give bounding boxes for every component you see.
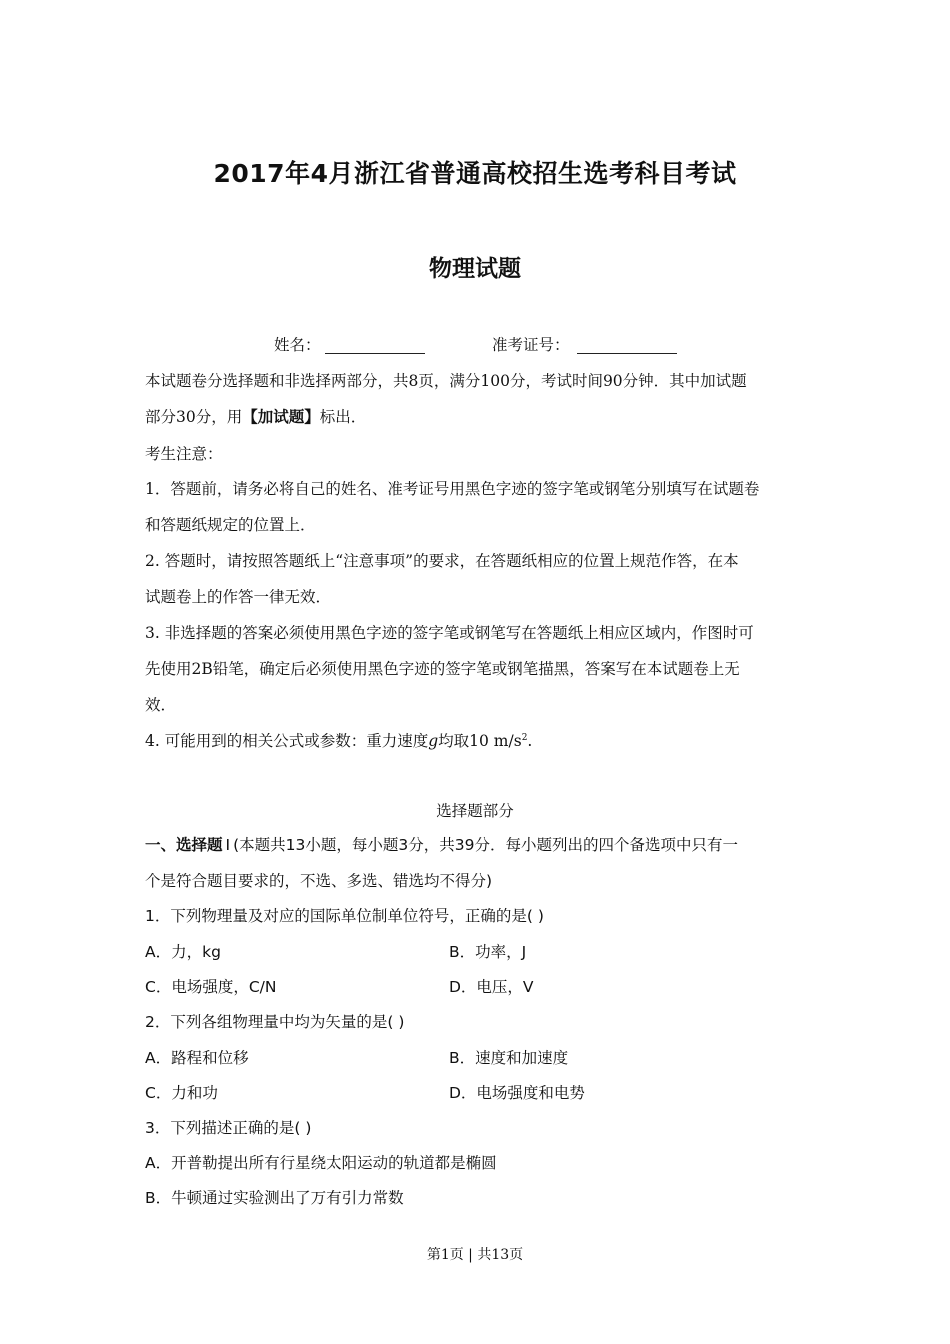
question-2-stem: 2．下列各组物理量中均为矢量的是( ) (145, 1013, 405, 1031)
notice-4-value: 均取10 m/s (438, 732, 522, 750)
gravity-symbol: g (428, 732, 439, 750)
intro-bold-tag: 【加试题】 (242, 408, 320, 426)
notice-4-text: 4. 可能用到的相关公式或参数：重力速度 (145, 732, 429, 750)
part-one-line-1 (145, 833, 738, 855)
notice-4-end: . (527, 732, 533, 750)
question-2-option-b: B．速度和加速度 (449, 1049, 569, 1067)
question-1-stem: 1．下列物理量及对应的国际单位制单位符号，正确的是( ) (145, 907, 544, 925)
notice-3b: 先使用2B铅笔，确定后必须使用黑色字迹的签字笔或钢笔描黑，答案写在本试题卷上无 (145, 660, 740, 678)
section-heading: 选择题部分 (436, 802, 514, 820)
exam-title: 2017年4月浙江省普通高校招生选考科目考试 (213, 159, 737, 188)
page-footer: 第1页 | 共13页 (426, 1247, 524, 1263)
part-one-label: 一、选择题 (145, 836, 223, 854)
candidate-info (0, 333, 950, 357)
notice-3c: 效． (145, 696, 177, 714)
exam-subtitle: 物理试题 (429, 256, 521, 282)
part-one-numeral: Ⅰ (225, 836, 231, 854)
name-label: 姓名： (274, 336, 321, 354)
question-2-option-d: D．电场强度和电势 (449, 1084, 585, 1102)
part-one-text: (本题共13小题，每小题3分，共39分．每小题列出的四个备选项中只有一 (233, 836, 738, 854)
notice-1b: 和答题纸规定的位置上． (145, 516, 316, 534)
notice-2a: 2. 答题时，请按照答题纸上“注意事项”的要求，在答题纸相应的位置上规范作答，在本 (145, 552, 739, 570)
question-2-option-c: C．力和功 (145, 1084, 218, 1102)
notice-4-exponent: 2 (521, 732, 528, 743)
exam-id-label: 准考证号： (492, 336, 570, 354)
question-1-option-d: D．电压，V (449, 978, 534, 996)
notice-1a: 1．答题前，请务必将自己的姓名、准考证号用黑色字迹的签字笔或钢笔分别填写在试题卷 (145, 480, 760, 498)
notice-2b: 试题卷上的作答一律无效． (145, 588, 332, 606)
exam-id-blank[interactable] (577, 353, 677, 354)
question-3-option-b: B．牛顿通过实验测出了万有引力常数 (145, 1189, 404, 1207)
part-one-line-2: 个是符合题目要求的，不选、多选、错选均不得分) (145, 872, 493, 890)
question-3-stem: 3．下列描述正确的是( ) (145, 1119, 312, 1137)
notice-4 (145, 729, 532, 751)
intro-text: 部分30分，用 (145, 408, 243, 426)
question-1-option-c: C．电场强度，C/N (145, 978, 277, 996)
question-3-option-a: A．开普勒提出所有行星绕太阳运动的轨道都是椭圆 (145, 1154, 497, 1172)
intro-line-1: 本试题卷分选择题和非选择两部分，共8页，满分100分，考试时间90分钟．其中加试题 (145, 372, 747, 390)
question-1-option-b: B．功率，J (449, 943, 527, 961)
name-blank[interactable] (325, 353, 425, 354)
question-1-option-a: A．力，kg (145, 943, 221, 961)
notice-heading: 考生注意： (145, 445, 223, 463)
question-2-option-a: A．路程和位移 (145, 1049, 249, 1067)
intro-text-end: 标出． (319, 408, 367, 426)
notice-3a: 3. 非选择题的答案必须使用黑色字迹的签字笔或钢笔写在答题纸上相应区域内，作图时可 (145, 624, 754, 642)
intro-line-2 (145, 405, 366, 427)
